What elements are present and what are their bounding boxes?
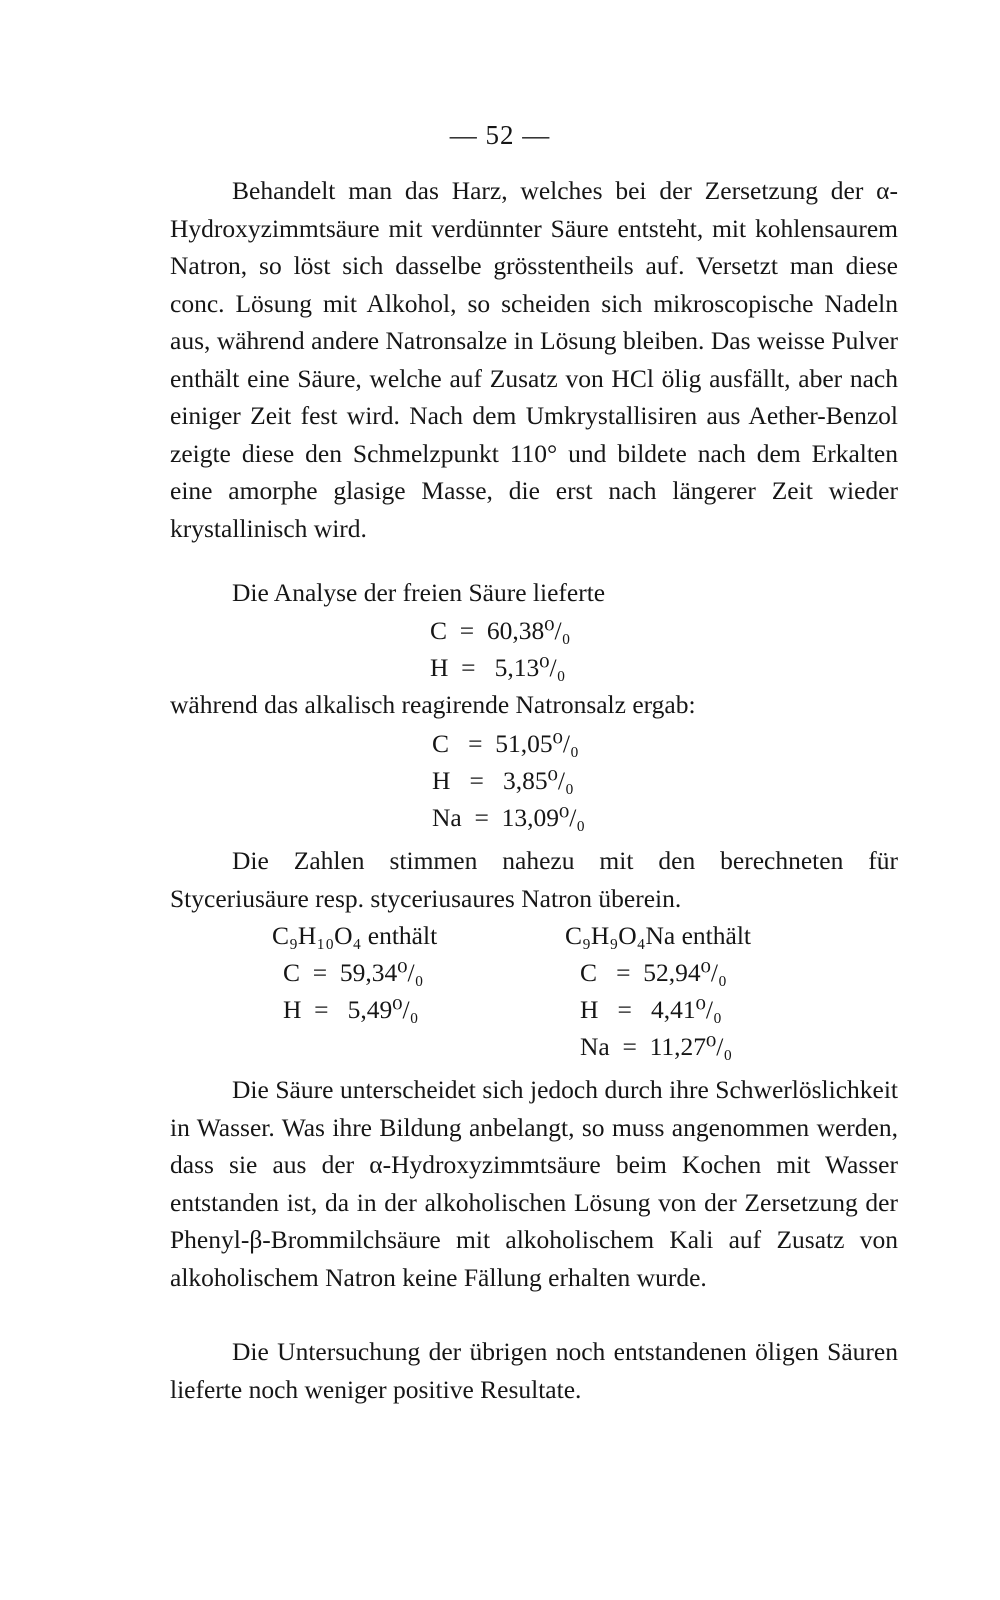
acid-analysis-c: C = 60,38⁰/₀ <box>430 616 571 645</box>
acid-analysis-h: H = 5,13⁰/₀ <box>430 653 566 682</box>
paragraph-3: Die Säure unterscheidet sich jedoch durch ihre Schwerlöslichkeit in Wasser. Was ihre Bildung anbelangt, so muss angenommen werden, dass sie aus der α-Hydroxyzimmtsäure beim Kochen mit Wasser entstanden ist, da in der alkoholischen Lösung von der Zersetzung der Phenyl-β-Brommilchsäure mit alkoholischem Kali auf Zusatz von alkoholischem Natron keine Fällung erhalten wurde. <box>170 1075 898 1292</box>
calc-left-h: H = 5,49⁰/₀ <box>283 995 419 1024</box>
salt-analysis-c: C = 51,05⁰/₀ <box>432 729 579 758</box>
analysis-intro: Die Analyse der freien Säure lieferte <box>232 578 606 607</box>
paragraph-4: Die Untersuchung der übrigen noch entstandenen öligen Säuren lieferte noch weniger positive Resultate. <box>170 1337 898 1404</box>
paragraph-2: Die Zahlen stimmen nahezu mit den berechneten für Styceriusäure resp. styceriusaures Natron überein. <box>170 846 898 913</box>
calc-right-c: C = 52,94⁰/₀ <box>580 958 727 987</box>
calc-right-na: Na = 11,27⁰/₀ <box>580 1032 733 1061</box>
calc-left-c: C = 59,34⁰/₀ <box>283 958 424 987</box>
calc-right-heading: C₉H₉O₄Na enthält <box>565 921 752 950</box>
salt-intro: während das alkalisch reagirende Natronsalz ergab: <box>170 690 696 719</box>
calc-left-heading: C₉H₁₀O₄ enthält <box>272 921 438 950</box>
paragraph-1: Behandelt man das Harz, welches bei der Zersetzung der α-Hydroxyzimmtsäure mit verdünnter Säure entsteht, mit kohlensaurem Natron, so löst sich dasselbe grösstentheils auf. Versetzt man diese conc. Lösung mit Alkohol, so scheiden sich mikroscopische Nadeln aus, während andere Natronsalze in Lösung bleiben. Das weisse Pulver enthält eine Säure, welche auf Zusatz von HCl ölig ausfällt, aber nach einiger Zeit fest wird. Nach dem Umkrystallisiren aus Aether-Benzol zeigte diese den Schmelzpunkt 110° und bildete nach dem Erkalten eine amorphe glasige Masse, die erst nach längerer Zeit wieder krystallinisch wird. <box>170 176 898 543</box>
page-number: — 52 — <box>449 120 551 150</box>
salt-analysis-na: Na = 13,09⁰/₀ <box>432 803 586 832</box>
salt-analysis-h: H = 3,85⁰/₀ <box>432 766 574 795</box>
calc-right-h: H = 4,41⁰/₀ <box>580 995 722 1024</box>
